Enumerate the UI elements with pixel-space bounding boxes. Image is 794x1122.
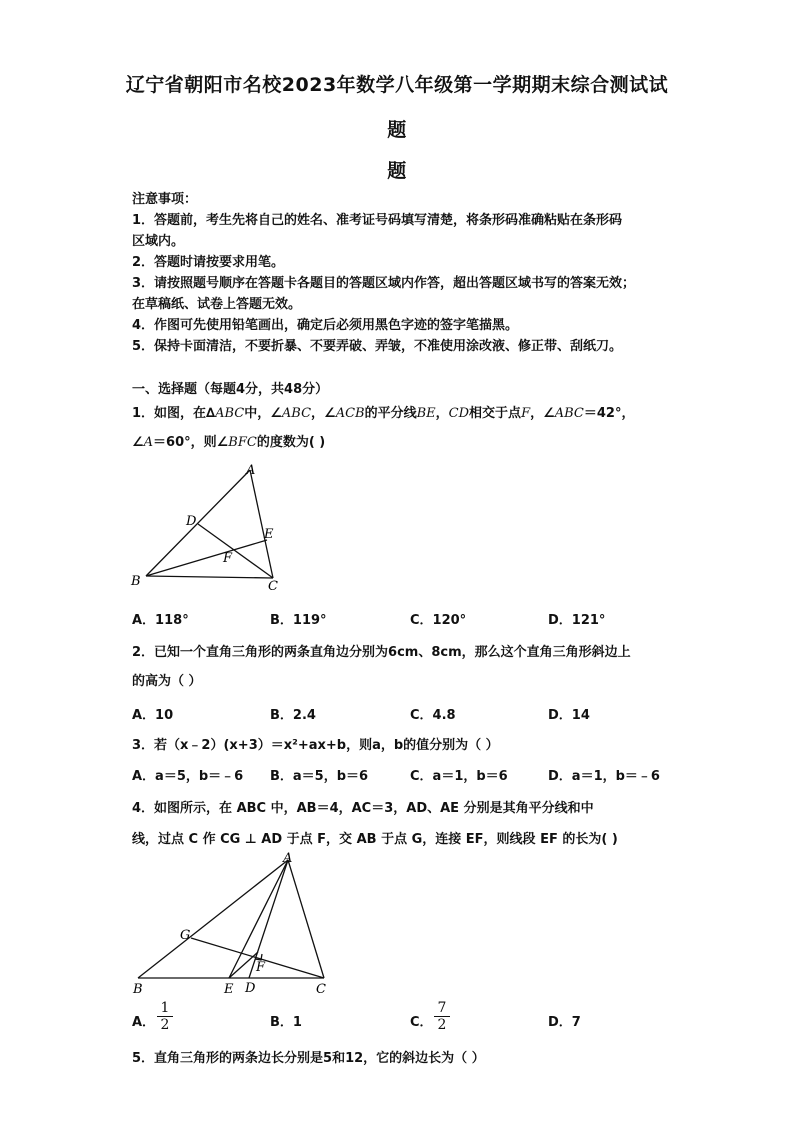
label-a: A [283,851,293,866]
notice-item: 区域内。 [132,234,185,249]
q4-stem-line2: 线，过点 C 作 CG ⊥ AD 于点 F，交 AB 于点 G，连接 EF，则线段 EF 的长为( ) [132,832,618,847]
q1-stem-line1: 1．如图，在∆ABC中，∠ABC，∠ACB的平分线BE，CD相交于点F，∠ABC＝42°， [132,406,635,421]
q4-option-c[interactable]: C． [410,1015,433,1030]
q2-stem-line2: 的高为（ ） [132,674,202,689]
q2-stem-line1: 2．已知一个直角三角形的两条直角边分别为6cm、8cm，那么这个直角三角形斜边上 [132,645,631,660]
label-c: C [316,982,326,997]
segment-ad [249,860,288,978]
label-g: G [180,928,191,943]
label-d: D [245,981,256,996]
label-e: E [264,527,274,542]
label-f: F [256,960,266,975]
segment-bc [146,576,273,578]
notice-item: 在草稿纸、试卷上答题无效。 [132,297,302,312]
page-title-line1: 辽宁省朝阳市名校2023年数学八年级第一学期期末综合测试试 [125,74,669,96]
q1-triangle-figure [128,458,298,593]
q3-option-b[interactable]: B．a＝5，b＝6 [270,769,369,784]
q4-option-a[interactable]: A． [132,1015,156,1030]
notice-item: 1．答题前，考生先将自己的姓名、准考证号码填写清楚，将条形码准确粘贴在条形码 [132,213,623,228]
label-b: B [133,982,143,997]
label-c: C [268,579,278,593]
notice-item: 3．请按照题号顺序在答题卡各题目的答题区域内作答，超出答题区域书写的答案无效； [132,276,636,291]
notice-heading: 注意事项： [132,192,198,207]
q4-triangle-figure [128,848,338,998]
q4-stem-line1: 4．如图所示，在 ABC 中，AB＝4，AC＝3，AD、AE 分别是其角平分线和中 [132,801,594,816]
q3-option-c[interactable]: C．a＝1，b＝6 [410,769,508,784]
page-title-line3: 题 [387,160,407,182]
section-heading: 一、选择题（每题4分，共48分） [132,382,329,397]
q1-option-d[interactable]: D．121° [548,613,606,628]
q5-stem: 5．直角三角形的两条边长分别是5和12，它的斜边长为（ ） [132,1051,485,1066]
q1-option-b[interactable]: B．119° [270,613,327,628]
q4-option-b[interactable]: B．1 [270,1015,302,1030]
label-b: B [131,574,141,589]
label-e: E [224,982,234,997]
q4-option-c-fraction: 7 2 [434,1000,450,1033]
q4-option-a-fraction: 1 2 [157,1000,173,1033]
q3-option-d[interactable]: D．a＝1，b＝﹣6 [548,769,660,784]
q3-option-a[interactable]: A．a＝5，b＝﹣6 [132,769,244,784]
q1-stem-line2: ∠A＝60°，则∠BFC的度数为( ) [132,435,326,450]
q2-option-d[interactable]: D．14 [548,708,590,723]
label-a: A [246,463,256,478]
page-title-line2: 题 [387,119,407,141]
q1-option-c[interactable]: C．120° [410,613,467,628]
q2-option-c[interactable]: C．4.8 [410,708,456,723]
segment-cd [198,524,273,578]
label-d: D [186,514,197,529]
segment-ac [250,470,273,578]
label-f: F [223,551,233,566]
q1-option-a[interactable]: A．118° [132,613,189,628]
q4-option-d[interactable]: D．7 [548,1015,581,1030]
q2-option-b[interactable]: B．2.4 [270,708,316,723]
notice-item: 2．答题时请按要求用笔。 [132,255,285,270]
q2-option-a[interactable]: A．10 [132,708,174,723]
notice-item: 5．保持卡面清洁，不要折暴、不要弄破、弄皱，不准使用涂改液、修正带、刮纸刀。 [132,339,623,354]
notice-item: 4．作图可先使用铅笔画出，确定后必须用黑色字迹的签字笔描黑。 [132,318,519,333]
segment-ac [288,860,324,978]
q3-stem: 3．若（x﹣2）(x+3）＝x²+ax+b，则a，b的值分别为（ ） [132,738,499,753]
